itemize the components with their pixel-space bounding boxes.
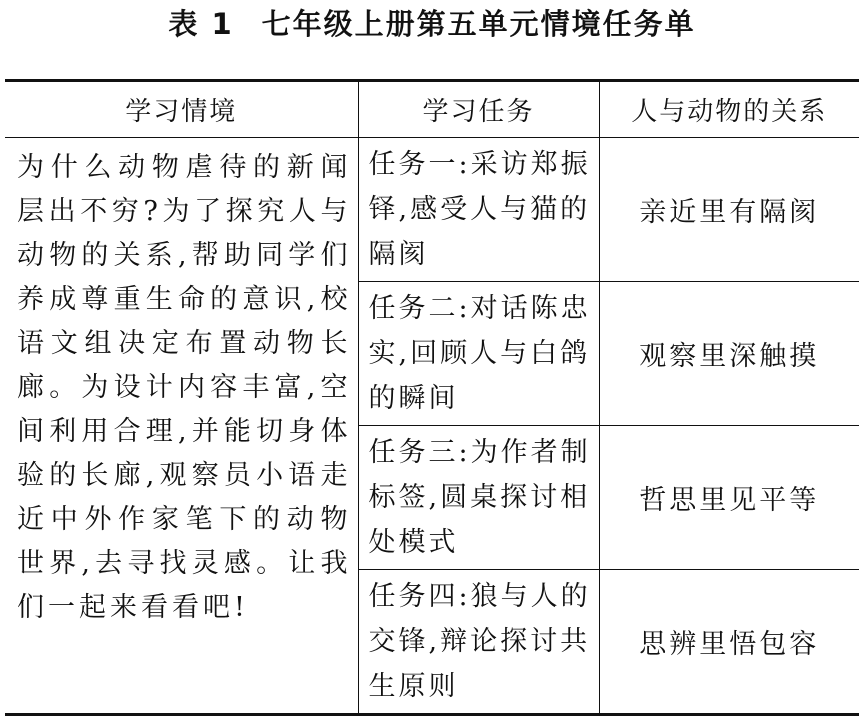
task-cell-4: 任务四:狼与人的交锋,辩论探讨共生原则 [358, 570, 599, 715]
table-row [5, 138, 859, 282]
relation-cell-3: 哲思里见平等 [599, 426, 859, 570]
task-cell-1: 任务一:采访郑振铎,感受人与猫的隔阂 [358, 138, 599, 282]
relation-cell-2: 观察里深触摸 [599, 282, 859, 426]
relation-cell-4: 思辨里悟包容 [639, 629, 820, 660]
table-number: 表 1 [168, 7, 234, 41]
header-context: 学习情境 [5, 81, 358, 138]
task-table [5, 79, 859, 716]
header-row [5, 81, 859, 138]
table-caption: 七年级上册第五单元情境任务单 [261, 7, 696, 41]
task-cell-3: 任务三:为作者制标签,圆桌探讨相处模式 [358, 426, 599, 570]
task-cell-2: 任务二:对话陈忠实,回顾人与白鸽的瞬间 [358, 282, 599, 426]
context-cell: 为什么动物虐待的新闻层出不穷?为了探究人与动物的关系,帮助同学们养成尊重生命的意识,校语文组决定布置动物长廊。为设计内容丰富,空间利用合理,并能切身体验的长廊,观察员小语走近中外作家笔下的动物世界,去寻找灵感。让我们一起来看看吧! [5, 138, 358, 715]
header-relation: 人与动物的关系 [599, 81, 859, 138]
relation-cell-1: 亲近里有隔阂 [599, 138, 859, 282]
header-task: 学习任务 [358, 81, 599, 138]
table-title [0, 4, 864, 44]
